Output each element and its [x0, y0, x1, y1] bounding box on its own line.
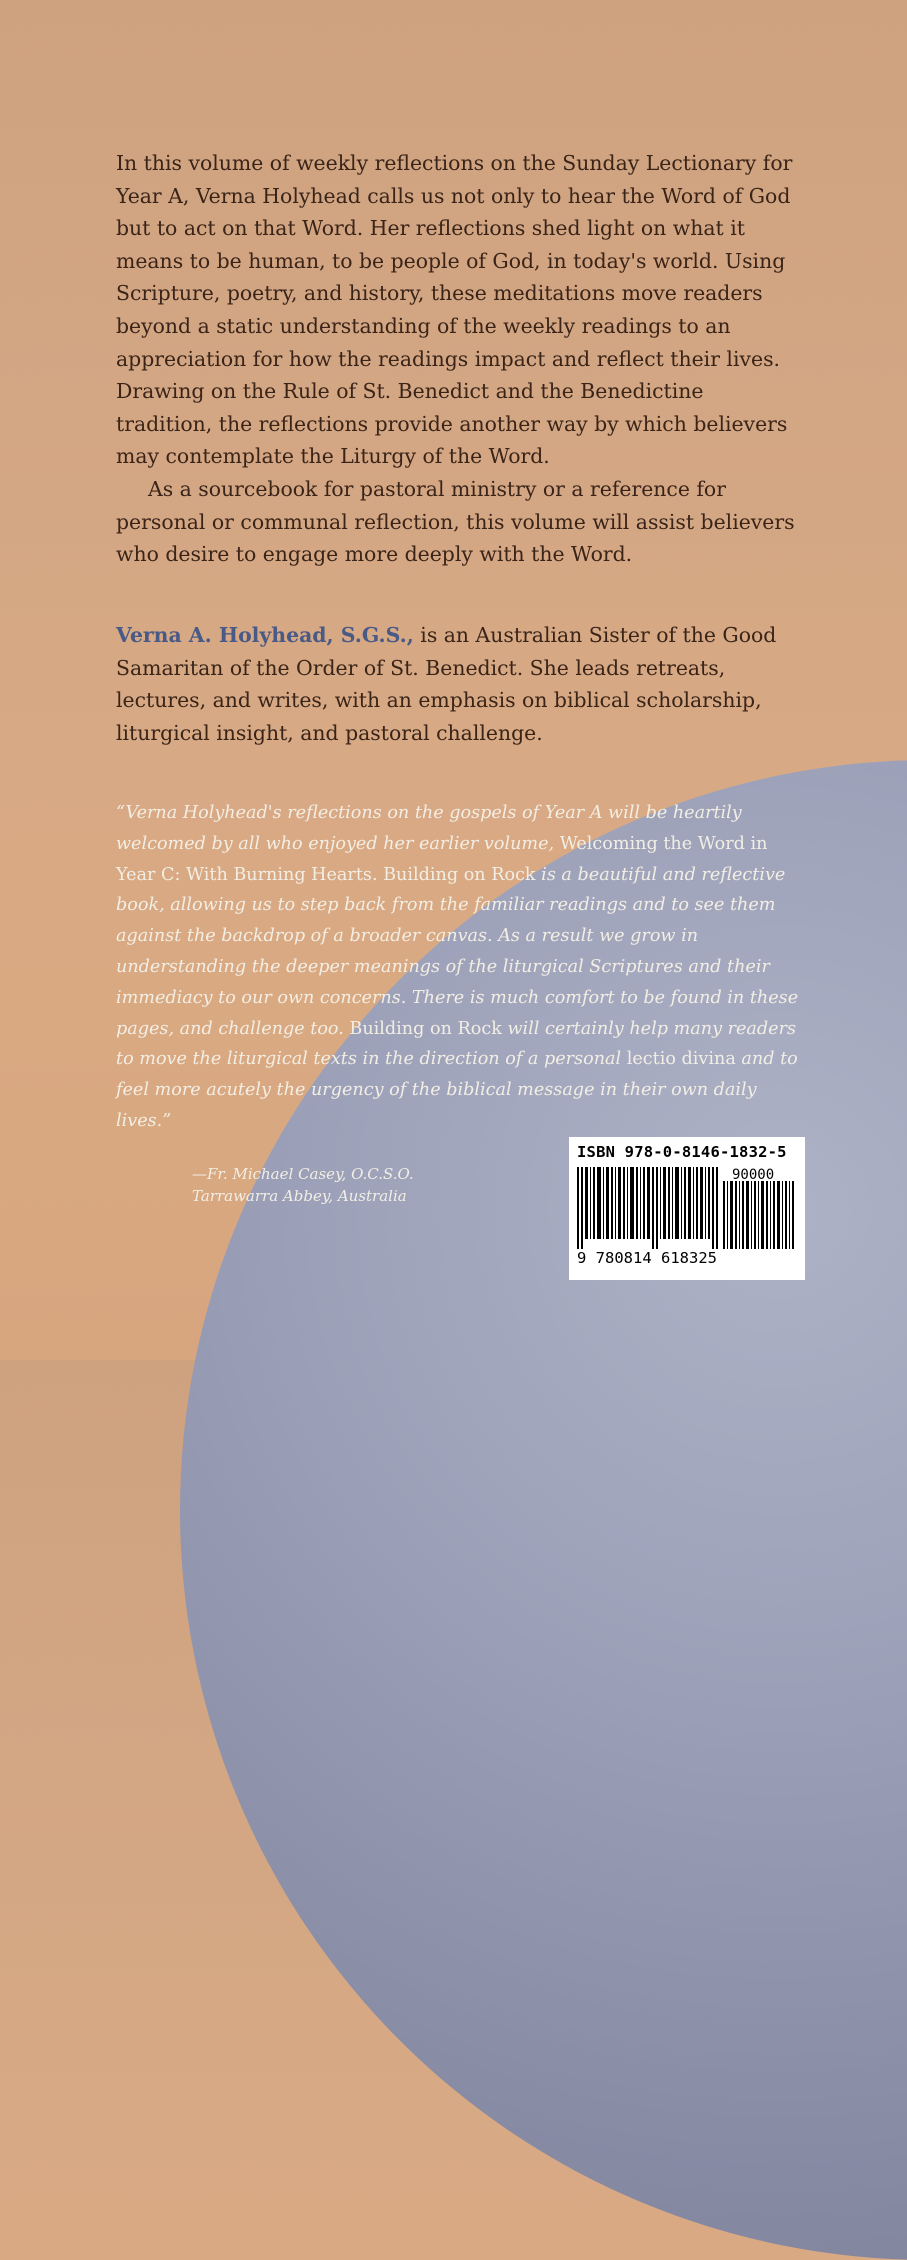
quote-book-title-2: Building on Rock — [383, 864, 536, 885]
quote-term: lectio divina — [626, 1049, 736, 1070]
description-paragraph-1: In this volume of weekly reflections on the Sunday Lectionary for Year A, Verna Holyhead calls us not only to hear the Word of God but to act on that Word. Her reflections shed light on what it means to be human, to be people of God, in today's world. Using Scripture, poetry, and history, these meditations move readers beyond a static understanding of the weekly readings to an appreciation for how the readings impact and reflect their lives. Drawing on the Rule of St. Benedict and the Benedictine tradition, the reflections provide another way by which believers may contemplate the Liturgy of the Word. — [116, 151, 793, 469]
quote-part-5: and to feel more acutely the urgency of the biblical message in their own daily lives.” — [116, 1049, 798, 1131]
isbn-label: ISBN 978-0-8146-1832-5 — [577, 1143, 787, 1161]
attribution-name: —Fr. Michael Casey, O.C.S.O. — [192, 1165, 414, 1183]
author-bio-text: is an Australian Sister of the Good Samaritan of the Order of St. Benedict. She leads retreats, lectures, and writes, with an emphasis on biblical scholarship, liturgical insight, and pastoral challenge. — [116, 623, 777, 745]
isbn-barcode — [569, 1137, 805, 1280]
endorsement-attribution — [192, 1163, 414, 1207]
quote-part-4: will certainly help many readers to move the liturgical texts in the direction of a personal — [116, 1018, 797, 1070]
attribution-place: Tarrawarra Abbey, Australia — [192, 1187, 407, 1205]
book-description — [116, 147, 796, 571]
price-code: 90000 — [732, 1167, 775, 1183]
quote-book-title-1: Welcoming the Word in Year C: With Burning Hearts — [116, 833, 768, 885]
author-name: Verna A. Holyhead, S.G.S., — [116, 623, 414, 647]
quote-part-3: is a beautiful and reflective book, allowing us to step back from the familiar readings and to see them against the backdrop of a broader canvas. As a result we grow in understanding the deeper meanings of the liturgical Scriptures and their immediacy to our own concerns. There is much comfort to be found in these pages, and challenge too. — [116, 864, 799, 1039]
quote-part-1: “Verna Holyhead's reflections on the gospels of Year A will be heartily welcomed by all who enjoyed her earlier volume, — [116, 803, 742, 854]
author-bio — [116, 619, 796, 749]
quote-part-2: . — [371, 864, 384, 885]
endorsement-quote — [116, 798, 806, 1137]
description-paragraph-2: As a sourcebook for pastoral ministry or a reference for personal or communal reflection, this volume will assist believers who desire to engage more deeply with the Word. — [116, 476, 795, 567]
ean-digits: 9 780814 618325 — [577, 1249, 717, 1267]
quote-book-title-3: Building on Rock — [349, 1018, 502, 1039]
